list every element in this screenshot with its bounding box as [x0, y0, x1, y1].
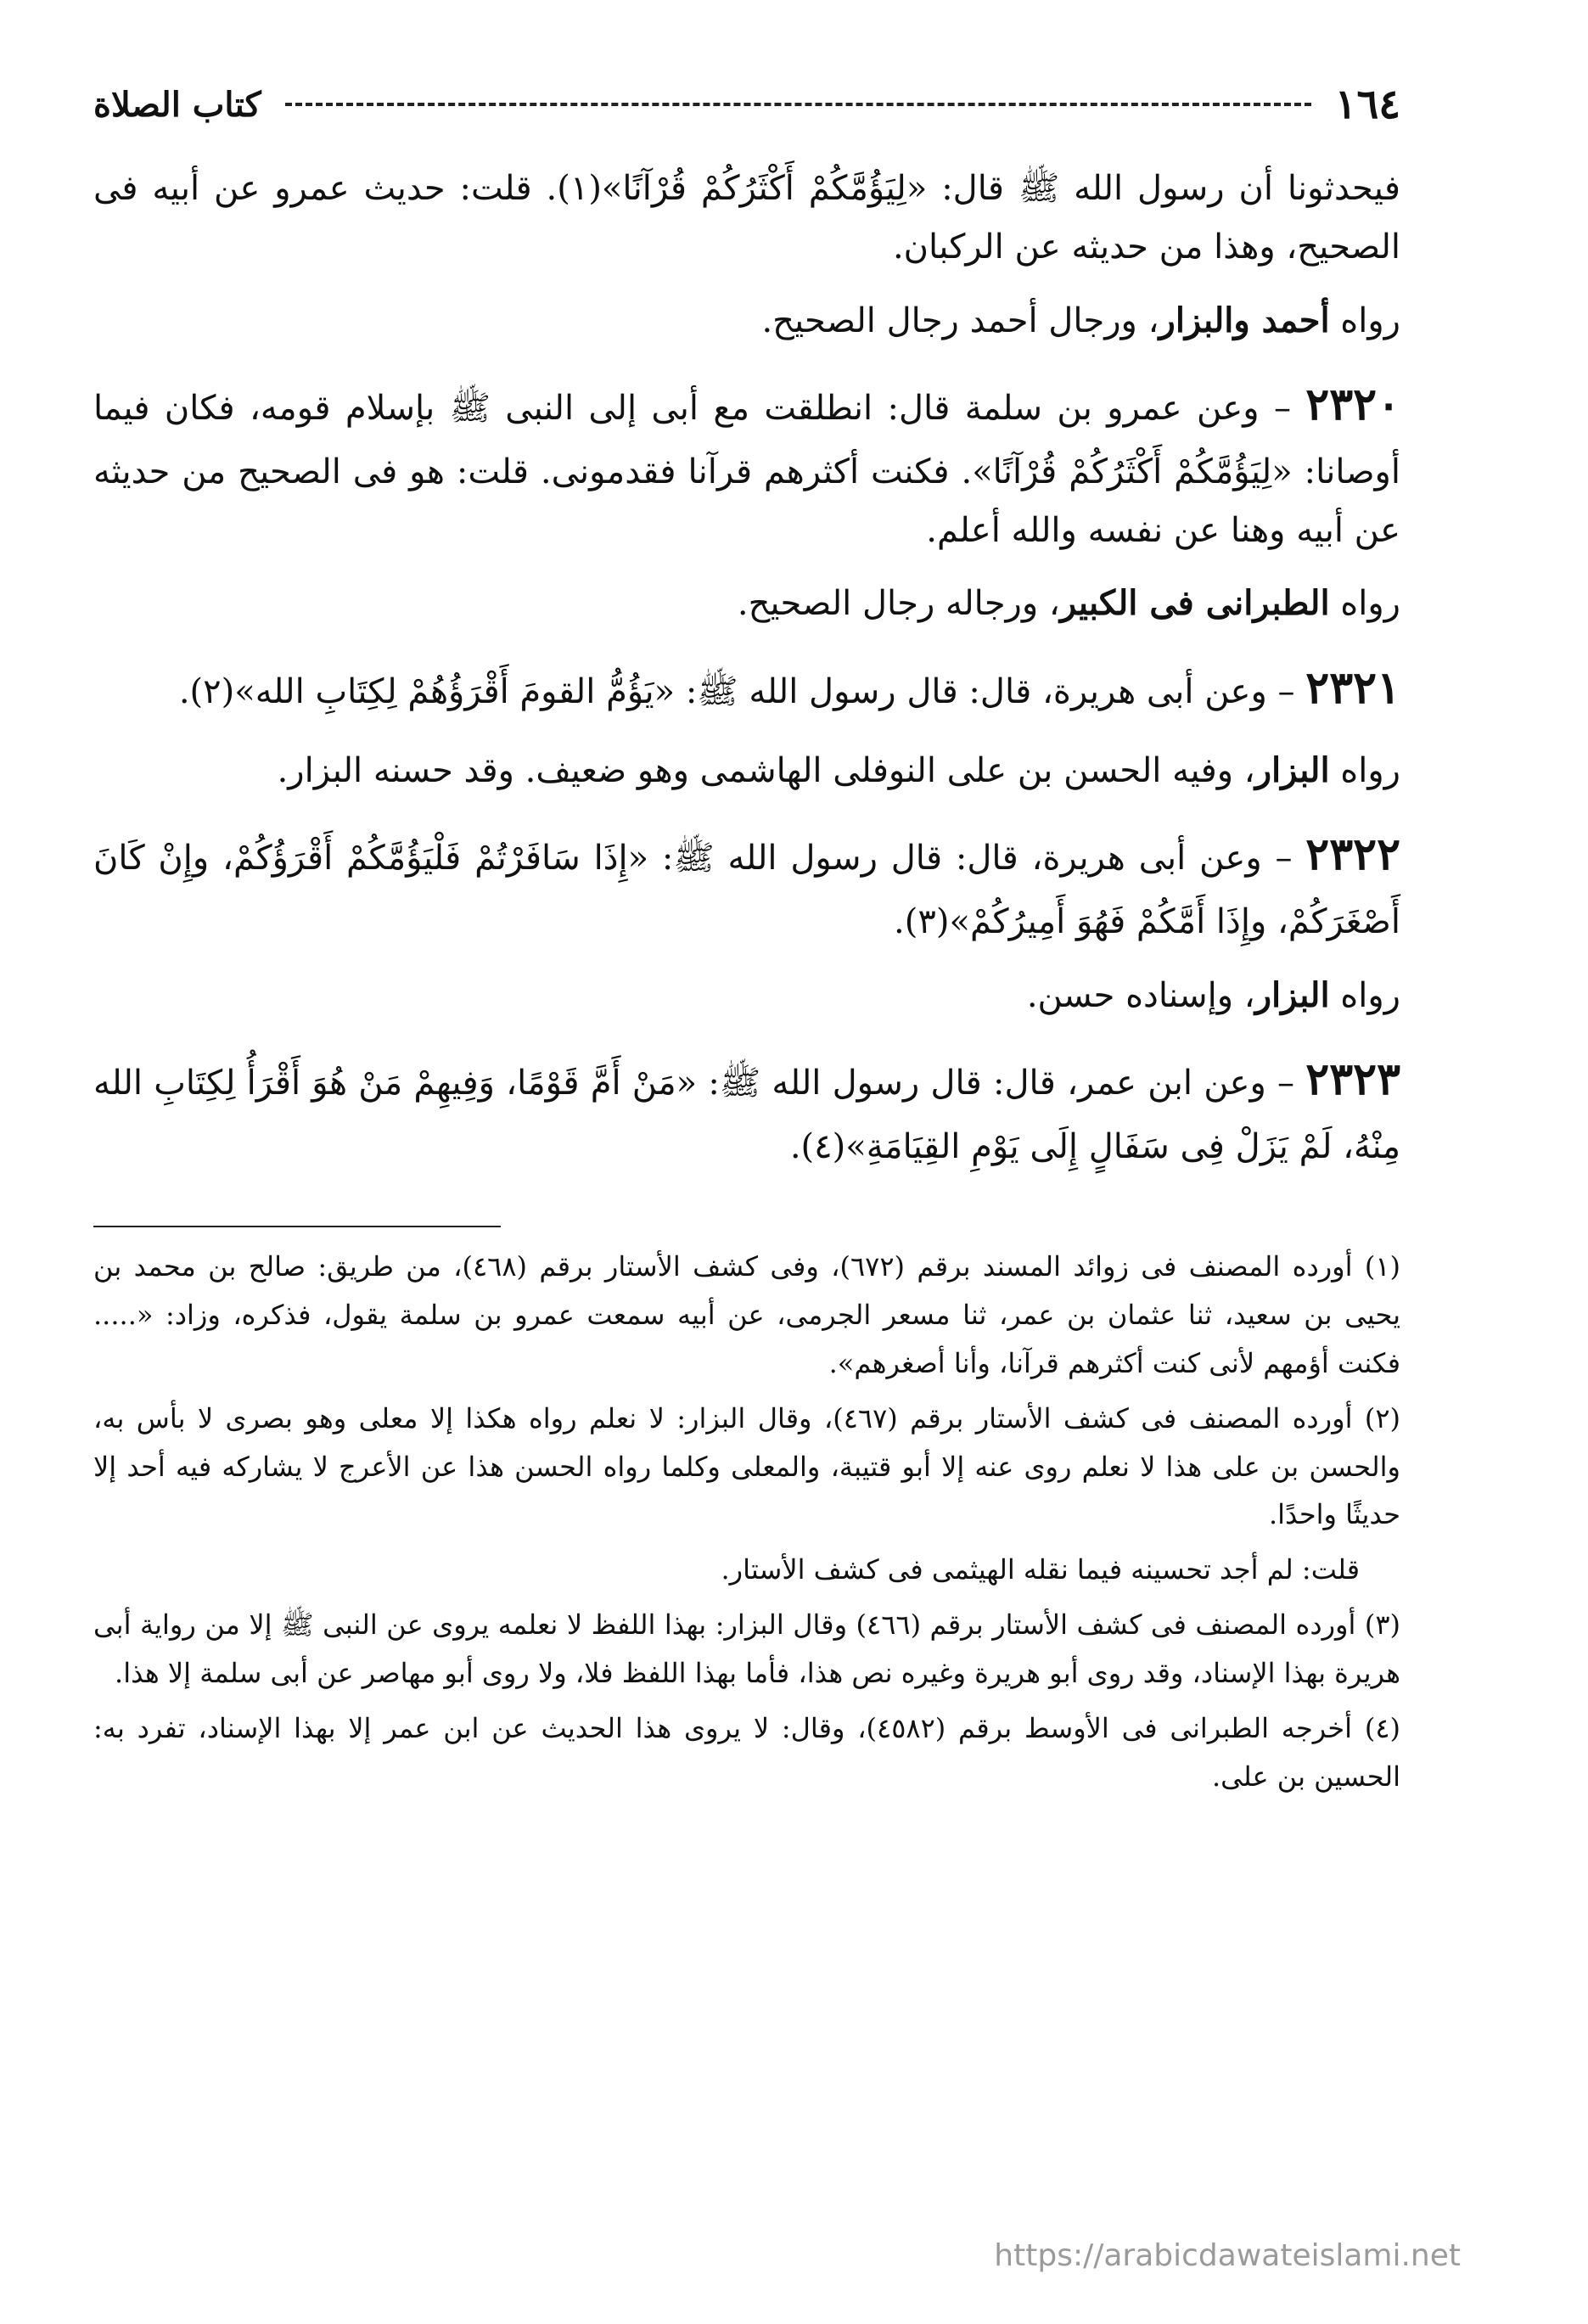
source-line: رواه أحمد والبزار، ورجال أحمد رجال الصحيح.: [761, 300, 1400, 340]
footnotes: [93, 1243, 1400, 1801]
hadith-number: ٢٣٢٠: [1305, 379, 1400, 431]
source-name: الطبرانى فى الكبير: [1059, 583, 1330, 624]
footnote-4: (٤) أخرجه الطبرانى فى الأوسط برقم (٤٥٨٢)، وقال: لا يروى هذا الحديث عن ابن عمر إلا بهذا الإسناد، تفرد به: الحسين بن على.: [93, 1712, 1401, 1794]
hadith-number: ٢٣٢١: [1305, 662, 1400, 715]
book-page: [93, 75, 1400, 2248]
footnote-divider: [93, 1226, 501, 1227]
hadith-text: – وعن ابن عمر، قال: قال رسول الله ﷺ: «مَنْ أَمَّ قَوْمًا، وَفِيهِمْ مَنْ هُوَ أَقْرَأُ لِكِتَابِ الله مِنْهُ، لَمْ يَزَلْ فِى سَفَالٍ إِلَى يَوْمِ القِيَامَةِ»(٤).: [93, 1064, 1400, 1166]
hadith-2320: [93, 367, 1400, 559]
source-name: أحمد والبزار: [1159, 300, 1330, 340]
hadith-2322: [93, 817, 1400, 951]
page-number: ١٦٤: [1334, 81, 1400, 128]
hadith-text: – وعن أبى هريرة، قال: قال رسول الله ﷺ: «يَؤُمُّ القومَ أَقْرَؤُهُمْ لِكِتَابِ الله»(٢).: [178, 672, 1306, 712]
source-line: رواه البزار، وإسناده حسن.: [1026, 974, 1400, 1015]
hadith-text: – وعن عمرو بن سلمة قال: انطلقت مع أبى إلى النبى ﷺ بإسلام قومه، فكان فيما أوصانا: «لِيَؤُمَّكُمْ أَكْثَرُكُمْ قُرْآنًا». فكنت أكثرهم قرآنا فقدمونى. قلت: هو فى الصحيح من حديثه عن أبيه وهنا عن نفسه والله أعلم.: [93, 389, 1400, 550]
paragraph-continuation: فيحدثونا أن رسول الله ﷺ قال: «لِيَؤُمَّكُمْ أَكْثَرُكُمْ قُرْآنًا»(١). قلت: حديث عمرو عن أبيه فى الصحيح، وهذا من حديثه عن الركبان.: [93, 169, 1400, 267]
hadith-2321: [93, 650, 1400, 726]
header-divider: [285, 103, 1311, 106]
footnote-2-note: قلت: لم أجد تحسينه فيما نقله الهيثمى فى كشف الأستار.: [721, 1553, 1360, 1586]
source-name: البزار: [1254, 749, 1330, 790]
source-name: البزار: [1254, 974, 1330, 1015]
source-line: رواه البزار، وفيه الحسن بن على النوفلى الهاشمى وهو ضعيف. وقد حسنه البزار.: [277, 749, 1400, 790]
hadith-2323: [93, 1041, 1400, 1176]
hadith-text: – وعن أبى هريرة، قال: قال رسول الله ﷺ: «إِذَا سَافَرْتُمْ فَلْيَؤُمَّكُمْ أَقْرَؤُكُمْ، وإِنْ كَانَ أَصْغَرَكُمْ، وإِذَا أَمَّكُمْ فَهُوَ أَمِيرُكُمْ»(٣).: [93, 839, 1400, 941]
footnote-1: (١) أورده المصنف فى زوائد المسند برقم (٦٧٢)، وفى كشف الأستار برقم (٤٦٨)، من طريق: صالح بن محمد بن يحيى بن سعيد، ثنا عثمان بن عمر، ثنا مسعر الجرمى، عن أبيه سمعت عمرو بن سلمة يقول، فذكره، وزاد: «..... فكنت أؤمهم لأنى كنت أكثرهم قرآنا، وأنا أصغرهم».: [93, 1249, 1401, 1379]
hadith-number: ٢٣٢٣: [1305, 1053, 1401, 1106]
footnote-3: (٣) أورده المصنف فى كشف الأستار برقم (٤٦٦) وقال البزار: بهذا اللفظ لا نعلمه يروى عن النبى ﷺ إلا من رواية أبى هريرة بهذا الإسناد، وقد روى أبو هريرة وغيره نص هذا، فأما بهذا اللفظ فلا، ولا روى أبو مهاصر عن أبى سلمة إلا هذا.: [93, 1608, 1401, 1690]
hadith-number: ٢٣٢٢: [1305, 828, 1400, 881]
footnote-2: (٢) أورده المصنف فى كشف الأستار برقم (٤٦٧)، وقال البزار: لا نعلم رواه هكذا إلا معلى وهو بصرى لا بأس به، والحسن بن على هذا لا نعلم روى عنه إلا أبو قتيبة، والمعلى وكلما رواه الحسن هذا عن الأعرج لا يشاركه فيه أحد إلا حديثًا واحدًا.: [93, 1401, 1401, 1531]
watermark-url: https://arabicdawateislami.net: [994, 2238, 1461, 2273]
main-text: [93, 160, 1400, 1176]
page-header: [93, 75, 1400, 134]
source-line: رواه الطبرانى فى الكبير، ورجاله رجال الصحيح.: [737, 583, 1400, 624]
chapter-title: كتاب الصلاة: [93, 84, 261, 125]
